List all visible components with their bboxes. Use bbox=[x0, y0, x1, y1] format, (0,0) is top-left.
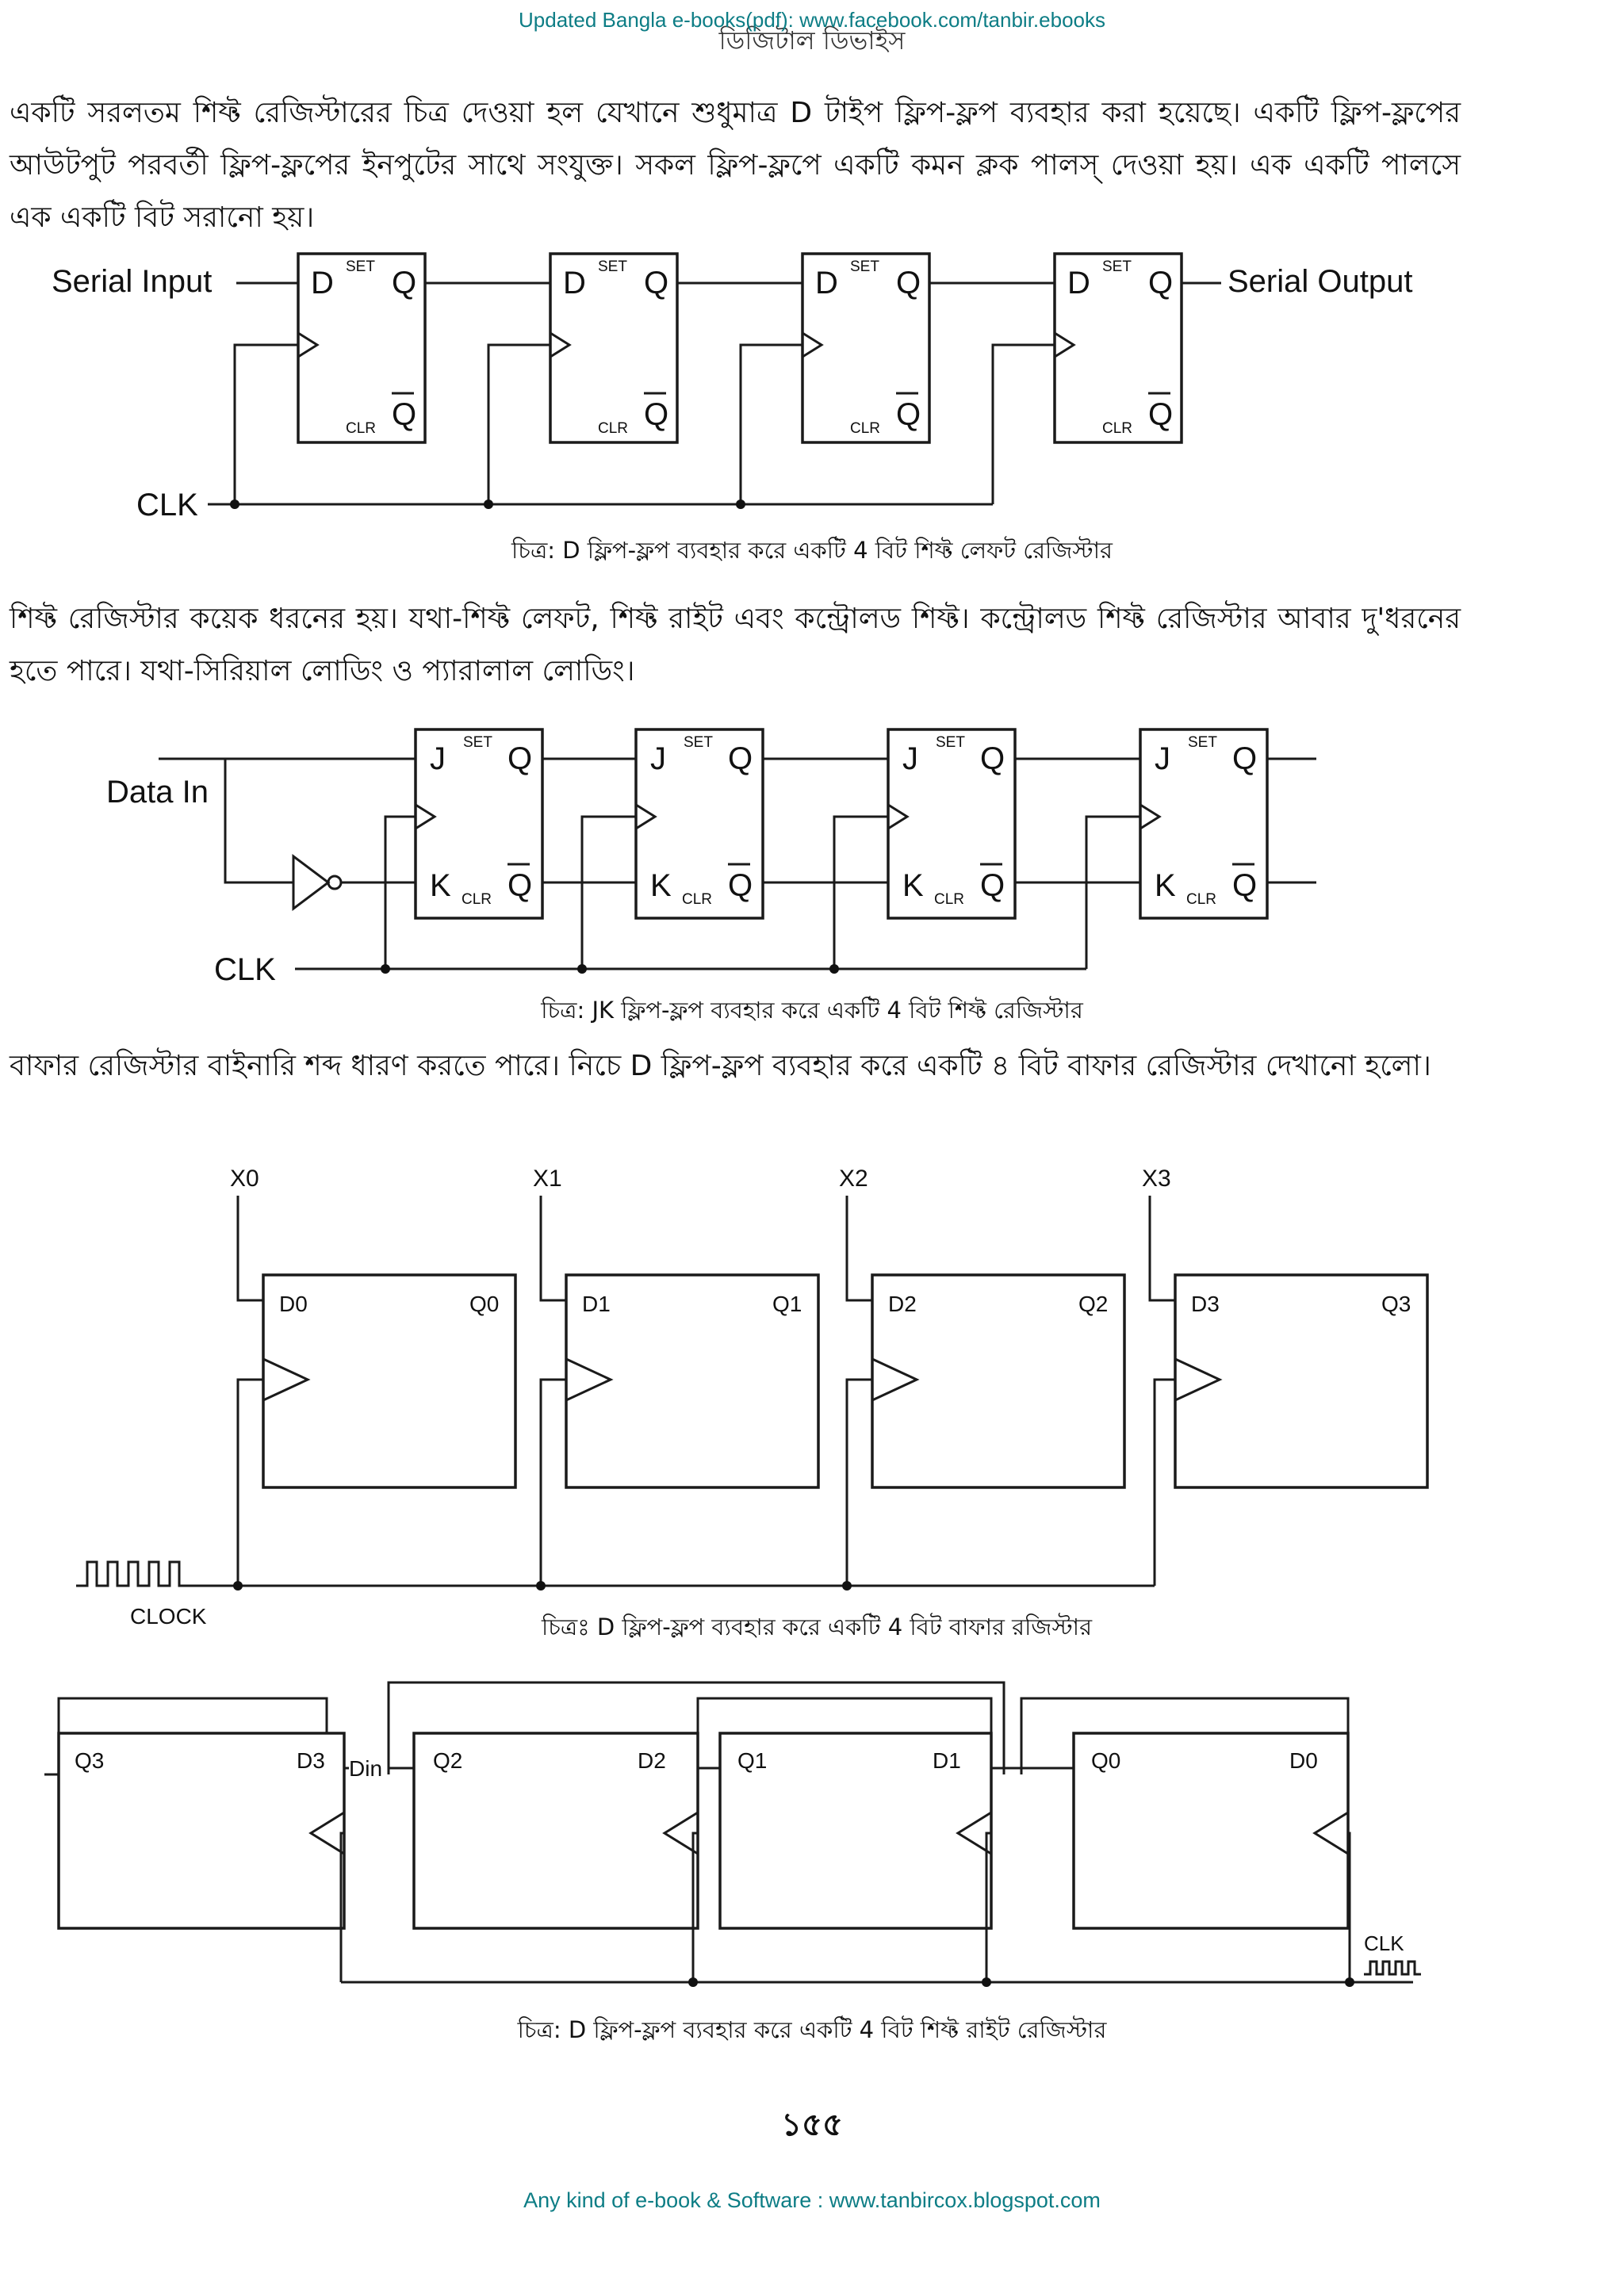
svg-text:D3: D3 bbox=[1191, 1292, 1220, 1316]
svg-text:Q: Q bbox=[1232, 741, 1258, 776]
figure-d-shift-right bbox=[0, 1649, 1624, 2014]
svg-text:D2: D2 bbox=[638, 1748, 666, 1773]
jk-flip-flop-4 bbox=[1140, 729, 1267, 918]
right-flip-flop-q1 bbox=[720, 1733, 991, 1928]
svg-text:K: K bbox=[430, 868, 451, 903]
svg-text:Q2: Q2 bbox=[1078, 1292, 1109, 1316]
svg-text:D1: D1 bbox=[582, 1292, 611, 1316]
svg-text:SET: SET bbox=[463, 734, 492, 751]
input-x2-label: X2 bbox=[839, 1166, 868, 1192]
jk-flip-flop-3 bbox=[888, 729, 1015, 918]
buffer-flip-flop-2 bbox=[872, 1275, 1124, 1487]
svg-text:Q: Q bbox=[508, 741, 533, 776]
svg-text:K: K bbox=[650, 868, 672, 903]
svg-text:Q: Q bbox=[896, 397, 921, 432]
d-flip-flop-4 bbox=[1055, 254, 1182, 442]
svg-text:Q2: Q2 bbox=[433, 1748, 463, 1773]
svg-text:D1: D1 bbox=[933, 1748, 961, 1773]
jk-flip-flop-1 bbox=[416, 729, 542, 918]
serial-input-label: Serial Input bbox=[52, 264, 213, 299]
svg-text:D: D bbox=[311, 266, 334, 300]
svg-text:Q0: Q0 bbox=[1091, 1748, 1121, 1773]
svg-text:CLR: CLR bbox=[1102, 420, 1133, 437]
svg-text:D0: D0 bbox=[279, 1292, 308, 1316]
svg-text:SET: SET bbox=[684, 734, 713, 751]
right-flip-flop-q3 bbox=[59, 1733, 344, 1928]
svg-text:Q: Q bbox=[392, 266, 417, 300]
svg-text:Q1: Q1 bbox=[737, 1748, 768, 1773]
input-x0-label: X0 bbox=[230, 1166, 259, 1192]
figure1-caption: চিত্র: D ফ্লিপ-ফ্লপ ব্যবহার করে একটি 4 বিট শিফ্ট লেফট রেজিস্টার bbox=[511, 537, 1113, 564]
svg-text:Q: Q bbox=[644, 397, 669, 432]
svg-text:SET: SET bbox=[1188, 734, 1217, 751]
d-flip-flop-2 bbox=[550, 254, 677, 442]
svg-text:D2: D2 bbox=[888, 1292, 917, 1316]
buffer-flip-flop-1 bbox=[566, 1275, 818, 1487]
svg-text:CLR: CLR bbox=[462, 891, 492, 908]
svg-text:D: D bbox=[815, 266, 838, 300]
input-x1-label: X1 bbox=[533, 1166, 562, 1192]
clk-label-jk: CLK bbox=[214, 952, 276, 987]
paragraph-buffer-register: বাফার রেজিস্টার বাইনারি শব্দ ধারণ করতে পারে। নিচে D ফ্লিপ-ফ্লপ ব্যবহার করে একটি ৪ বিট বাফার রেজিস্টার দেখানো হলো। bbox=[10, 1050, 1431, 1082]
svg-text:Q: Q bbox=[980, 741, 1005, 776]
figure-d-shift-left bbox=[0, 238, 1624, 539]
svg-text:CLR: CLR bbox=[598, 420, 629, 437]
svg-text:Q0: Q0 bbox=[469, 1292, 500, 1316]
svg-text:J: J bbox=[430, 741, 446, 776]
clk-label: CLK bbox=[136, 488, 198, 523]
svg-text:J: J bbox=[650, 741, 666, 776]
figure4-caption: চিত্র: D ফ্লিপ-ফ্লপ ব্যবহার করে একটি 4 বিট শিফ্ট রাইট রেজিস্টার bbox=[517, 2016, 1107, 2043]
svg-text:Q: Q bbox=[728, 868, 753, 903]
right-flip-flop-q2 bbox=[414, 1733, 698, 1928]
paragraph-shift-register-intro: একটি সরলতম শিফ্ট রেজিস্টারের চিত্র দেওয়া হল যেখানে শুধুমাত্র D টাইপ ফ্লিপ-ফ্লপ ব্যবহার করা হয়েছে। একটি ফ্লিপ-ফ্লপের আউটপুট পরবর্তী ফ্লিপ-ফ্লপের ইনপুটের সাথে সংযুক্ত। সকল ফ্লিপ-ফ্লপে একটি কমন ক্লক পালস্ দেওয়া হয়। এক একটি পালসে এক একটি বিট সরানো হয়। bbox=[10, 97, 1461, 234]
page-number: ১৫৫ bbox=[781, 2107, 843, 2143]
bottom-banner-link[interactable]: Any kind of e-book & Software : www.tanbircox.blogspot.com bbox=[523, 2188, 1101, 2212]
svg-text:Q: Q bbox=[1232, 868, 1258, 903]
buffer-flip-flop-0 bbox=[263, 1275, 515, 1487]
d-flip-flop-1 bbox=[298, 254, 425, 442]
svg-text:Q: Q bbox=[1148, 397, 1174, 432]
svg-text:SET: SET bbox=[850, 258, 879, 275]
svg-text:D0: D0 bbox=[1289, 1748, 1318, 1773]
figure-jk-shift-register bbox=[0, 714, 1624, 999]
svg-text:CLR: CLR bbox=[682, 891, 713, 908]
svg-text:J: J bbox=[1155, 741, 1170, 776]
svg-text:Q: Q bbox=[644, 266, 669, 300]
d-flip-flop-3 bbox=[802, 254, 929, 442]
svg-text:Q3: Q3 bbox=[75, 1748, 105, 1773]
svg-text:Q3: Q3 bbox=[1381, 1292, 1411, 1316]
svg-text:SET: SET bbox=[598, 258, 627, 275]
figure2-caption: চিত্র: JK ফ্লিপ-ফ্লপ ব্যবহার করে একটি 4 বিট শিফ্ট রেজিস্টার bbox=[541, 997, 1083, 1024]
svg-text:Q: Q bbox=[980, 868, 1005, 903]
running-head: ডিজিটাল ডিভাইস bbox=[718, 25, 906, 56]
svg-text:Q: Q bbox=[728, 741, 753, 776]
svg-text:SET: SET bbox=[936, 734, 965, 751]
figure3-caption: চিত্রঃ D ফ্লিপ-ফ্লপ ব্যবহার করে একটি 4 বিট বাফার রজিস্টার bbox=[541, 1613, 1093, 1640]
svg-text:Q: Q bbox=[508, 868, 533, 903]
svg-text:D: D bbox=[563, 266, 586, 300]
svg-text:D: D bbox=[1067, 266, 1090, 300]
data-in-label: Data In bbox=[106, 775, 209, 810]
paragraph-shift-register-types: শিফ্ট রেজিস্টার কয়েক ধরনের হয়। যথা-শিফ্ট লেফট, শিফ্ট রাইট এবং কন্ট্রোলড শিফ্ট। কন্ট্রোলড শিফ্ট রেজিস্টার আবার দু'ধরনের হতে পারে। যথা-সিরিয়াল লোডিং ও প্যারালাল লোডিং। bbox=[10, 603, 1461, 687]
right-flip-flop-q0 bbox=[1074, 1733, 1348, 1928]
serial-output-label: Serial Output bbox=[1228, 264, 1413, 299]
svg-text:Q1: Q1 bbox=[772, 1292, 802, 1316]
svg-text:CLR: CLR bbox=[934, 891, 965, 908]
svg-text:K: K bbox=[1155, 868, 1176, 903]
figure-buffer-register bbox=[0, 1158, 1624, 1633]
clk-waveform-icon bbox=[1364, 1962, 1421, 1974]
svg-text:Q: Q bbox=[1148, 266, 1174, 300]
clk-label-right: CLK bbox=[1364, 1931, 1404, 1955]
jk-flip-flop-2 bbox=[636, 729, 763, 918]
svg-text:Q: Q bbox=[896, 266, 921, 300]
input-x3-label: X3 bbox=[1142, 1166, 1171, 1192]
clock-waveform-icon bbox=[76, 1562, 187, 1586]
top-banner-link[interactable]: Updated Bangla e-books(pdf): www.facebook.com/tanbir.ebooks bbox=[519, 8, 1105, 32]
svg-text:D3: D3 bbox=[297, 1748, 325, 1773]
svg-text:CLR: CLR bbox=[1186, 891, 1217, 908]
svg-text:CLR: CLR bbox=[346, 420, 377, 437]
svg-text:K: K bbox=[902, 868, 924, 903]
svg-text:J: J bbox=[902, 741, 918, 776]
svg-text:CLR: CLR bbox=[850, 420, 881, 437]
svg-text:SET: SET bbox=[346, 258, 375, 275]
clock-label: CLOCK bbox=[130, 1604, 207, 1629]
buffer-flip-flop-3 bbox=[1175, 1275, 1427, 1487]
din-label: Din bbox=[349, 1756, 383, 1781]
svg-text:Q: Q bbox=[392, 397, 417, 432]
svg-text:SET: SET bbox=[1102, 258, 1132, 275]
